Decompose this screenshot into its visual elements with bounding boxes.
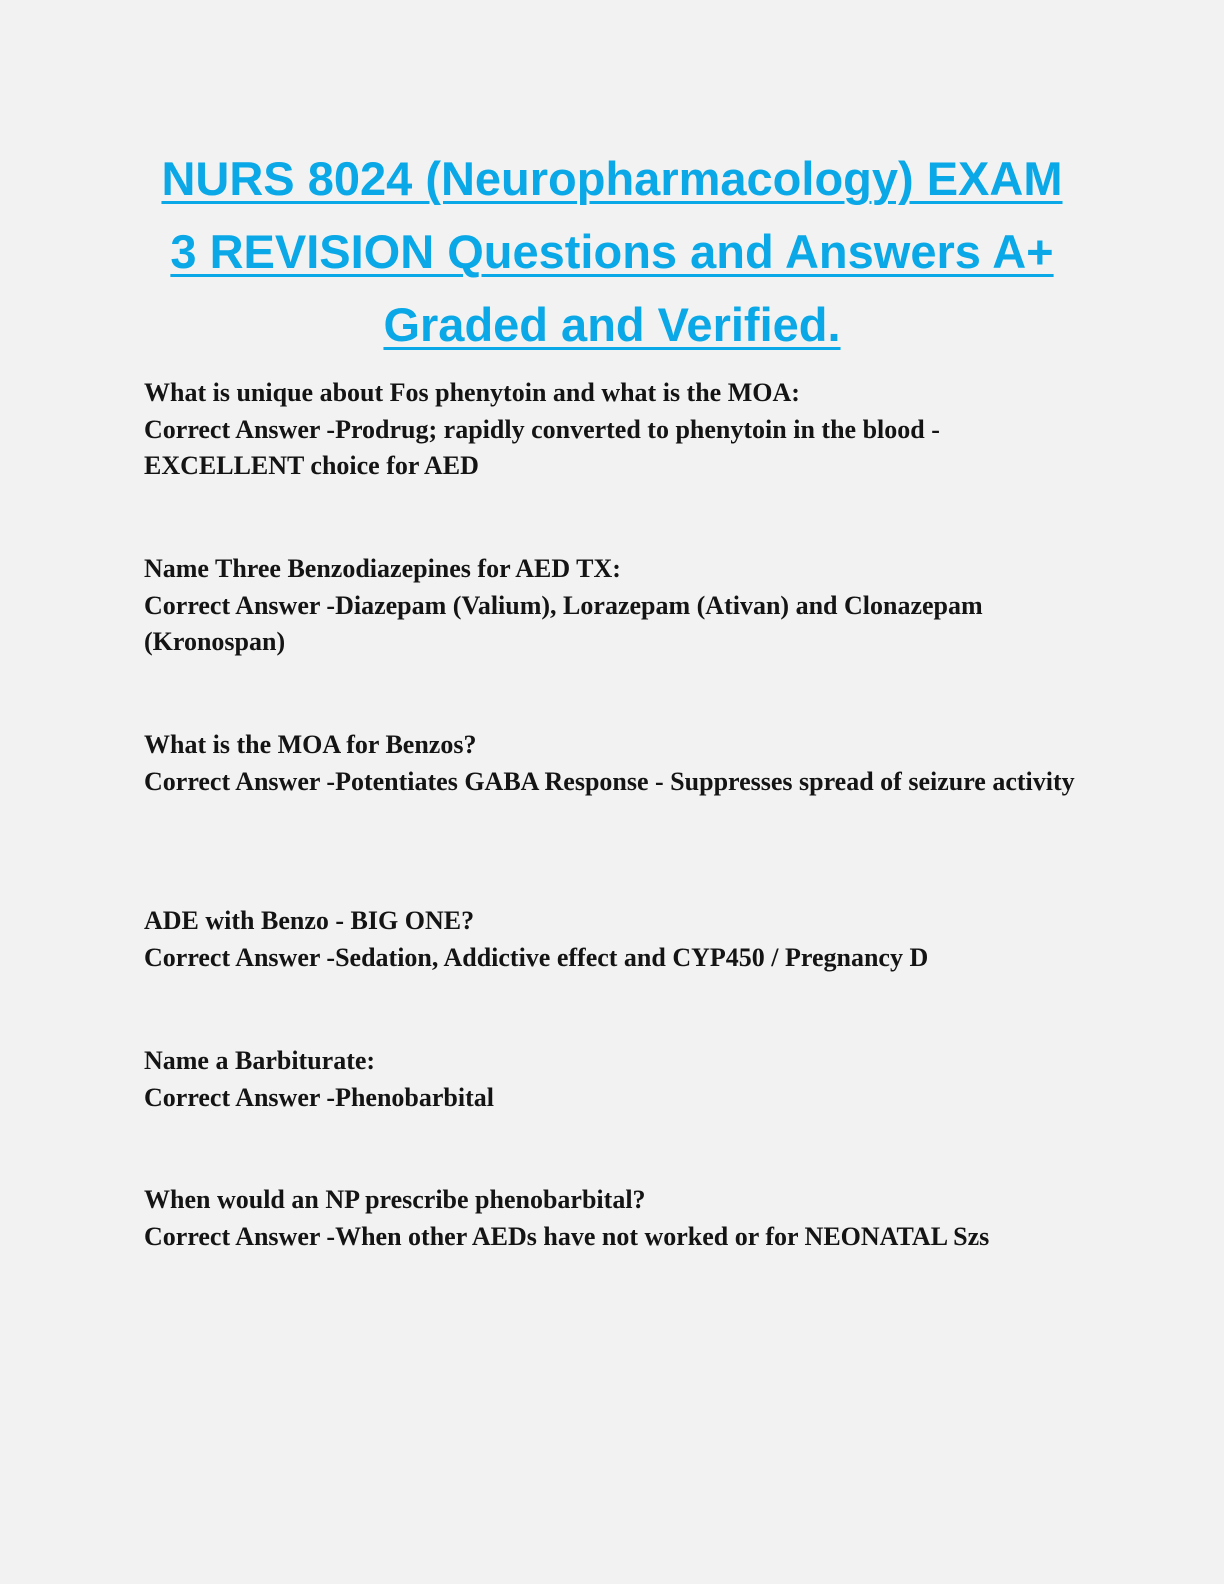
question-text: What is the MOA for Benzos? xyxy=(144,730,477,759)
question-text: Name Three Benzodiazepines for AED TX: xyxy=(144,554,621,583)
qa-item-2 xyxy=(144,551,1079,661)
question-text: ADE with Benzo - BIG ONE? xyxy=(144,906,475,935)
qa-item-1 xyxy=(144,375,1079,485)
question-text: When would an NP prescribe phenobarbital? xyxy=(144,1185,646,1214)
title-line-3: Graded and Verified. xyxy=(383,298,841,351)
question-text: What is unique about Fos phenytoin and what is the MOA: xyxy=(144,378,800,407)
qa-item-6 xyxy=(144,1182,1079,1255)
answer-text: Correct Answer -When other AEDs have not worked or for NEONATAL Szs xyxy=(144,1221,990,1251)
title-line-1: NURS 8024 (Neuropharmacology) EXAM xyxy=(161,152,1063,205)
answer-text: Correct Answer -Diazepam (Valium), Lorazepam (Ativan) and Clonazepam (Kronospan) xyxy=(144,590,983,656)
title-line-2: 3 REVISION Questions and Answers A+ xyxy=(170,225,1054,278)
answer-text: Correct Answer -Prodrug; rapidly converted to phenytoin in the blood - EXCELLENT choice for AED xyxy=(144,414,940,480)
answer-text: Correct Answer -Potentiates GABA Response - Suppresses spread of seizure activity xyxy=(144,766,1075,796)
document-title xyxy=(120,142,1104,361)
question-text: Name a Barbiturate: xyxy=(144,1046,376,1075)
qa-item-3 xyxy=(144,727,1079,800)
qa-item-4 xyxy=(144,903,1079,976)
answer-text: Correct Answer -Phenobarbital xyxy=(144,1082,494,1112)
answer-text: Correct Answer -Sedation, Addictive effect and CYP450 / Pregnancy D xyxy=(144,942,929,972)
qa-item-5 xyxy=(144,1043,1079,1116)
